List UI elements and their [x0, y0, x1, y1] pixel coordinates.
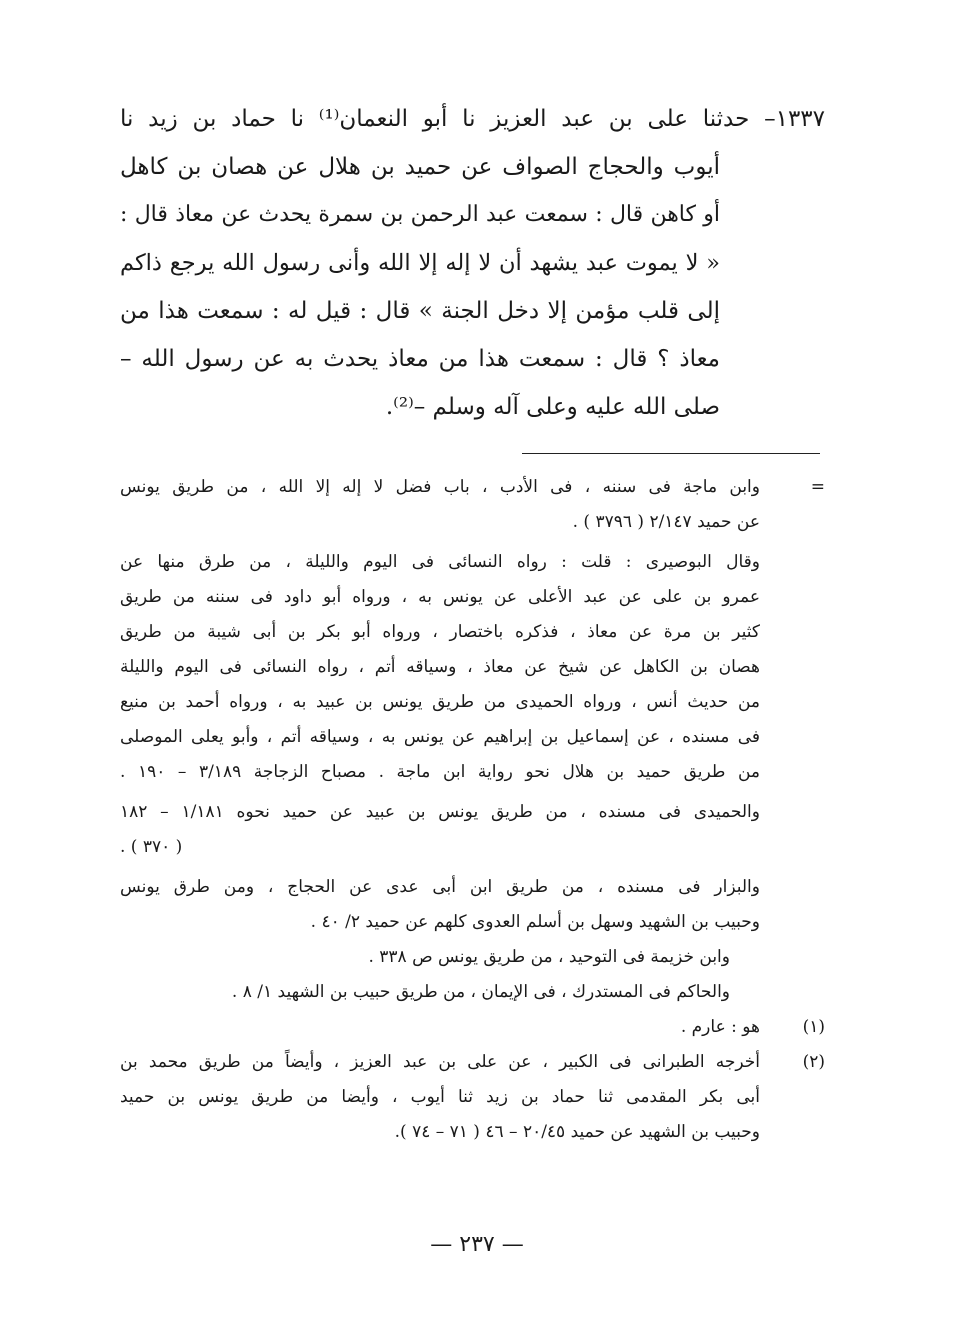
- footnote-separator: [522, 453, 820, 454]
- footnote-line: ( ٣٧٠ ) .: [120, 837, 183, 857]
- footnote-number: (٢): [802, 1052, 825, 1072]
- hadith-line: ١٣٣٧– حدثنا على بن عبد العزيز نا أبو النعمان⁽¹⁾ نا حماد بن زيد نا: [120, 106, 825, 132]
- footnote-line: هو : عارم .: [680, 1017, 760, 1037]
- hadith-line: « لا يموت عبد يشهد أن لا إله إلا الله وأنى رسول الله يرجع ذاكم: [120, 250, 720, 276]
- footnote-line: وحبيب بن الشهيد وسهل بن أسلم العدوى كلهم عن حميد ٢/ ٤٠ .: [310, 912, 760, 932]
- footnote-1: [120, 1010, 825, 1045]
- footnote-line: وحبيب بن الشهيد عن حميد ٢٠/٤٥ – ٤٦ ( ٧١ – ٧٤ ).: [394, 1122, 760, 1142]
- footnote-line: عن حميد ٢/١٤٧ ( ٣٧٩٦ ) .: [572, 512, 760, 532]
- footnote-line: من طريق حميد بن هلال نحو رواية ابن ماجة . مصباح الزجاجة ٣/١٨٩ – ١٩٠ .: [120, 762, 760, 782]
- continuation-marker: =: [810, 477, 825, 497]
- footnote-line: كثير بن مرة عن معاذ ، فذكره باختصار ، ورواه أبو بكر بن أبى شيبة من طريق: [120, 622, 760, 642]
- footnote-number: (١): [802, 1017, 825, 1037]
- footnote-line: وابن خزيمة فى التوحيد ، من طريق يونس ص ٣٣٨ .: [368, 947, 730, 967]
- hadith-line: أو كاهن قال : سمعت عبد الرحمن بن سمرة يحدث عن معاذ قال :: [120, 202, 720, 227]
- footnote-line: من حديث أنس ، ورواه الحميدى من طريق يونس بن عبيد به ، ورواه أحمد بن منيع: [120, 692, 760, 712]
- hadith-line: أيوب والحجاج الصواف عن حميد بن هلال عن هصان بن كاهل: [120, 154, 720, 180]
- page-number: — ٢٣٧ —: [430, 1232, 524, 1257]
- footnote-line: أبى بكر المقدمى ثنا حماد بن زيد ثنا أيوب ، وأيضا من طريق يونس بن حميد: [120, 1087, 760, 1107]
- hadith-line: إلى قلب مؤمن إلا دخل الجنة » قال : قيل له : سمعت هذا من: [120, 298, 720, 324]
- footnote-line: والبزار فى مسنده ، من طريق ابن أبى عدى عن الحجاج ، ومن طرق يونس: [120, 877, 760, 897]
- footnote-2: [120, 1045, 825, 1150]
- footnote-line: فى مسنده ، عن إسماعيل بن إبراهيم عن يونس به ، وسياقه أتم ، وأبو يعلى الموصلى: [120, 727, 760, 747]
- footnote-line: أخرجه الطبرانى فى الكبير ، عن على بن عبد العزيز ، وأيضاً من طريق محمد بن: [120, 1052, 760, 1072]
- footnote-line: والحاكم فى المستدرك ، فى الإيمان ، من طريق حبيب بن الشهيد ١/ ٨ .: [231, 982, 730, 1002]
- hadith-line: صلى الله عليه وعلى آله وسلم –⁽²⁾.: [385, 394, 720, 420]
- footnote-line: والحميدى فى مسنده ، من طريق يونس بن عبيد عن حميد نحوه ١/١٨١ – ١٨٢: [120, 802, 760, 822]
- footnote-line: عمرو بن على عن عبد الأعلى عن يونس به ، ورواه أبو داود فى سننه من طريق: [120, 587, 760, 607]
- hadith-line: معاذ ؟ قال : سمعت هذا من معاذ يحدث به عن رسول الله –: [120, 346, 720, 372]
- hadith-text: [120, 95, 825, 431]
- footnote-line: هصان بن الكاهل عن شيخ عن معاذ ، وسياقه أتم ، رواه النسائى فى اليوم والليلة: [120, 657, 760, 677]
- footnote-line: وقال البوصيرى : قلت : رواه النسائى فى اليوم والليلة ، من طرق منها عن: [120, 552, 760, 572]
- footnote-line: وابن ماجة فى سننه ، فى الأدب ، باب فضل لا إله إلا الله ، من طريق يونس: [120, 477, 760, 497]
- footnotes: [120, 470, 825, 1150]
